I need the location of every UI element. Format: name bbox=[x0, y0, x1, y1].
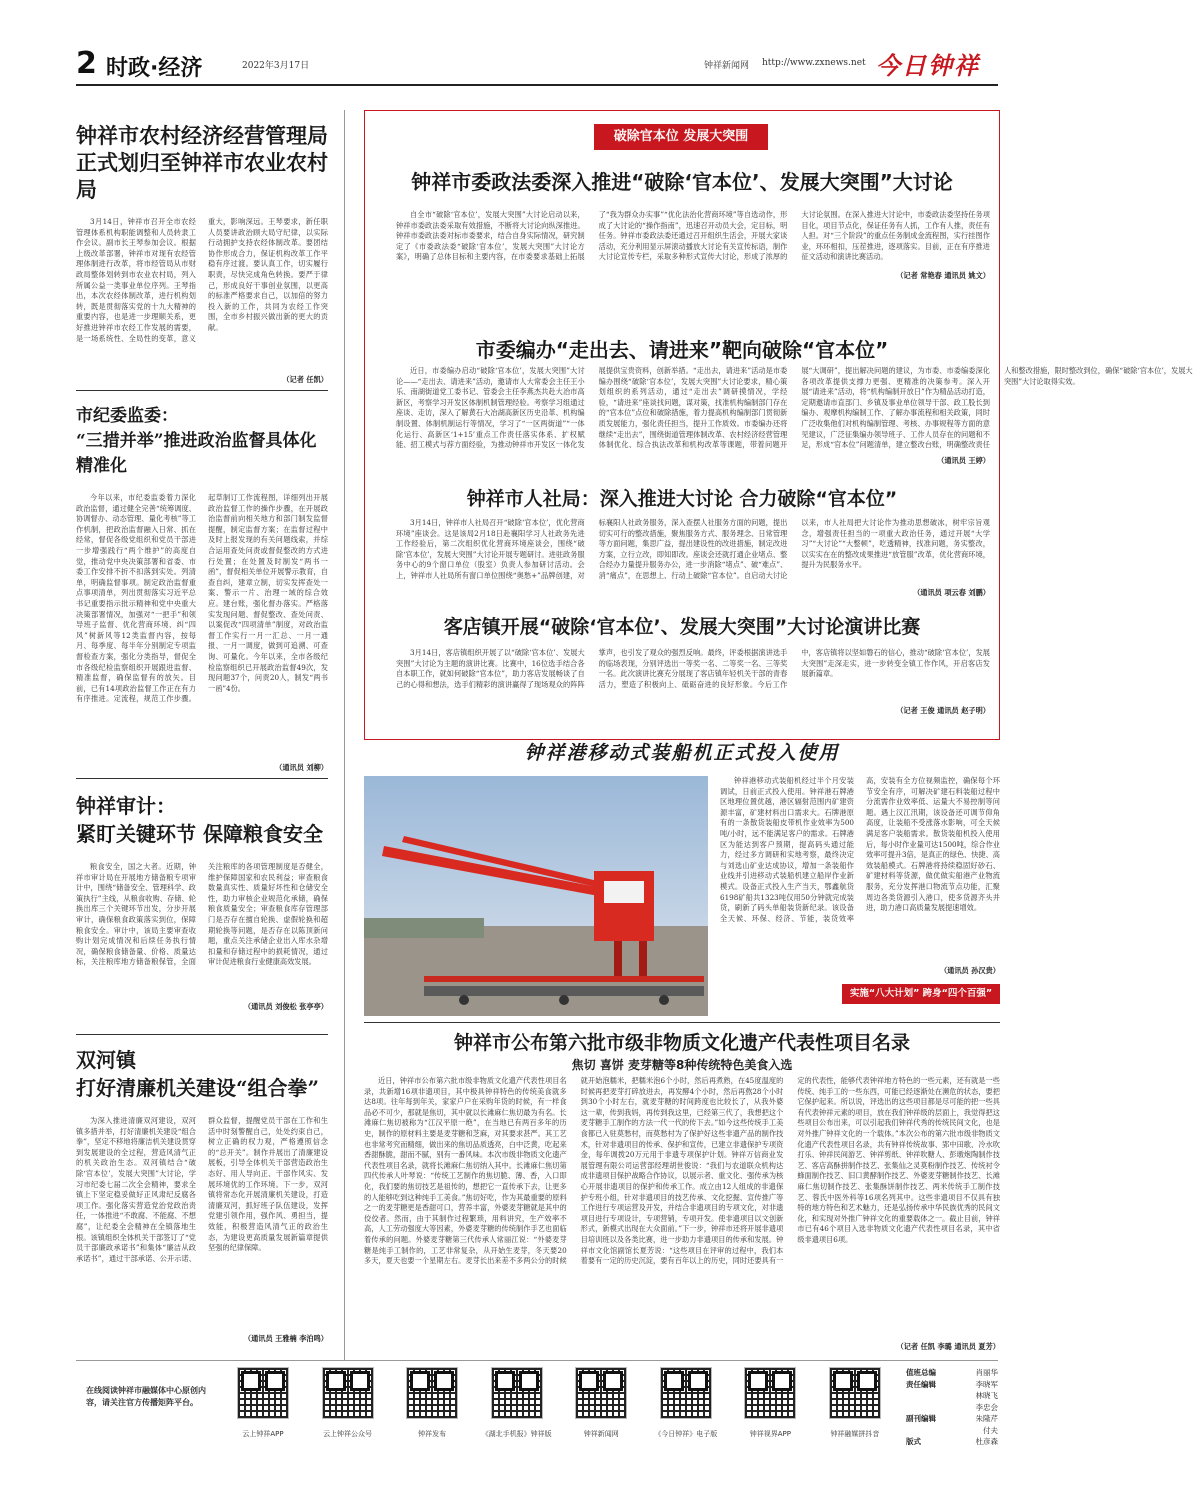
feature-banner bbox=[594, 124, 768, 150]
ship-loader-photo bbox=[364, 776, 708, 1016]
divider bbox=[364, 1022, 1000, 1023]
column-divider bbox=[344, 110, 345, 1360]
qr-code[interactable] bbox=[322, 1367, 374, 1419]
credit-name: 付夫 bbox=[983, 1425, 998, 1435]
m2-title: 市委编办“走出去、请进来”靶向破除“官本位” bbox=[475, 338, 889, 362]
port-title: 钟祥港移动式装船机正式投入使用 bbox=[524, 742, 840, 764]
qr-code[interactable] bbox=[829, 1367, 881, 1419]
qr-code[interactable] bbox=[491, 1367, 543, 1419]
qr-code[interactable] bbox=[744, 1367, 796, 1419]
feature-title: 钟祥市委政法委深入推进“破除‘官本位’、发展大突围”大讨论 bbox=[411, 170, 953, 194]
credit-name: 李忠会 bbox=[975, 1402, 998, 1412]
article-title: 钟祥市农村经济经营管理局 正式划归至钟祥市农业农村局 bbox=[76, 123, 328, 202]
article-body: 今年以来，市纪委监委着力深化政治监督，通过健全完善“统筹调度、协调督办、动态管理、量化考核”等工作机制，把政治监督融入日常、抓在经常，督促各级党组织和党员干部进一步增强践行“两个维护”的高度自觉，推动党中央决策部署和省委、市委工作安排不折不扣落到实处。列清单，明确监督事项。制定政治监督重点事项清单，列出贯彻落实习近平总书记重要指示批示精神和党中央重大决策部署情况，加强对“一把手”和领导班子监督、优化营商环境、纠“四风”树新风等12类监督内容，按每月、每季度、每半年分别制定专项监督检查方案，强化分类指导，督促全市各级纪检监察组织开展跟进监督、精准监督，确保监督有的放矢。目前，已有14项政治监督工作正在有力有序推进。定流程，规范工作步骤。起草制订工作流程图，详细列出开展政治监督工作的操作步骤，在开展政治监督前向相关地方和部门制发监督提醒，制定监督方案；在监督过程中及时上报发现的有关问题线索，并综合运用查处问责或督促整改的方式进行处置；在处置及时制发“两书一函”，督促相关单位开展警示教育，自查自纠，建章立制，切实发挥查处一案、警示一片、治理一域的综合效应。建台账，强化督办落实。严格落实发现问题、督促整改、查处问责、以案促改“四项清单”制度，对政治监督工作实行一月一汇总、一月一通报、一月一调度，做到可追溯、可查询、可量化。今年以来，全市各级纪检监察组织已开展政治监督49次，发现问题37个，问责20人，制发“两书一函”4份。 bbox=[76, 493, 328, 704]
qr-label: 《今日钟祥》电子版 bbox=[654, 1430, 718, 1438]
port-byline: （通讯员 孙汉贵） bbox=[939, 966, 1000, 975]
qr-label: 云上钟祥APP bbox=[242, 1430, 284, 1438]
qr-label: 钟祥发布 bbox=[418, 1430, 447, 1438]
qr-label: 钟祥融媒拼抖音 bbox=[830, 1430, 880, 1438]
credit-role: 副刊编辑 bbox=[906, 1414, 936, 1423]
qr-code[interactable] bbox=[237, 1367, 289, 1419]
masthead-logo: 今日钟祥 bbox=[876, 51, 980, 80]
article-byline: （通讯员 刘俊松 张亭亭） bbox=[243, 1002, 328, 1011]
section-name: 时政·经济 bbox=[106, 56, 203, 81]
qr-code[interactable] bbox=[660, 1367, 712, 1419]
footer-box bbox=[76, 1360, 998, 1456]
qr-item[interactable] bbox=[816, 1367, 894, 1455]
page-number: 2 bbox=[76, 46, 97, 81]
heritage-title: 钟祥市公布第六批市级非物质文化遗产代表性项目名录 bbox=[453, 1032, 910, 1054]
credit-name: 李晓军 bbox=[975, 1379, 998, 1389]
m3-byline: （通讯员 项云春 刘鹏） bbox=[913, 588, 990, 597]
slogan-text: 实施“八大计划” 跨身“四个百强” bbox=[849, 988, 993, 999]
site-name: 钟祥新闻网 bbox=[704, 61, 750, 71]
credit-role: 版式 bbox=[906, 1437, 921, 1446]
divider bbox=[76, 778, 328, 779]
article-byline: （记者 任凯） bbox=[282, 375, 328, 384]
qr-label: 云上钟祥公众号 bbox=[323, 1430, 373, 1438]
qr-item[interactable] bbox=[224, 1367, 302, 1455]
article-audit bbox=[76, 792, 328, 1032]
credits bbox=[906, 1367, 998, 1448]
credit-name: 肖丽华 bbox=[975, 1368, 998, 1377]
site-url[interactable]: http://www.zxnews.net bbox=[762, 58, 866, 68]
m4-byline: （记者 王俊 通讯员 赵子明） bbox=[896, 706, 990, 715]
qr-item[interactable] bbox=[478, 1367, 556, 1455]
qr-item[interactable] bbox=[731, 1367, 809, 1455]
qr-item[interactable] bbox=[647, 1367, 725, 1455]
article-body: 粮食安全，国之大者。近期，钟祥市审计局在开展地方储备粮专项审计中，围绕“储备安全、管理科学、政策执行”主线，从粮食收购、存储、轮换出库三个关键环节出发，分步开展审计，确保粮食政策落实到位，保障粮食安全。审计中，该局主要审查收购计划完成情况和后续任务执行情况，确保粮食储备量、价格、质量达标，关注粮库地方储备粮保管，全面关注粮库的各项管理制度是否健全，维护保障国家和农民利益；审查粮食数量真实性、质量好坏性和仓储安全性，助力审核企业规范化承储，确保粮食质量安全；审查粮食库存管理部门是否存在擅自轮换、虚假轮换和超期轮换等问题，是否存在以陈顶新问题，重点关注承储企业出入库水杂增扣量和存储过程中的损耗情况，通过审计促进粮食行业健康高效发展。 bbox=[76, 862, 328, 967]
port-photo bbox=[364, 776, 708, 1016]
m2-body: 近日，市委编办启动“破除‘官本位’，发展大突围”大讨论——“走出去、请进来”活动，邀请市人大常委会主任王小乐、南湖街道党工委书记、管委会主任李燕杰共赴大冶市高新区，考察学习开发区体制机制管理经验。考察学习组通过座谈、走访，深入了解黄石大冶湖高新区历史沿革、机构编制设置、体制机制运行等情况，学习了“一区两街道”“一体化运行、高新区‘1+15’重点工作责任落实体系、扩权赋能、招工模式与荐方面经验，为推动钟祥市开发区一体化发展提供宝贵资料，创新举措。“走出去，请进来”活动是市委编办围绕“破除‘官本位’，发展大突围”大讨论要求，精心策划组织的系列活动，通过“走出去”调研摸情况，学经验，“请进来”座谈找问题，谋对策，找准机构编制部门存在的“官本位”点位和破除措施，着力提高机构编制部门贯彻新质发展能力，强化责任担当，提升工作质效。市委编办还将继续“走出去”，围绕街道管理体制改革、农村经济经营管理体制优化、综合执法改革和机构改革等课题，带着问题开展“大调研”，提出解决问题的建议，为市委、市委编委深化各项改革提供支撑力更强、更精准的决策参考。深入开展“请进来”活动，将“机构编制开放日”作为精品活动打造，定期邀请市直部门、乡镇及事业单位领导干部、政工股长到编办、观摩机构编制工作、了解办事流程和相关政策，同时广泛收集他们对机构编制管理、考核、办事规程等方面的意见建议，广泛征集编办领导班子、工作人员存在的问题和不足，形成“官本位”问题清单，建立整改台账，明确整改责任人和整改措施，限时整改到位，确保“破除‘官本位’，发展大突围”大讨论取得实效。 bbox=[396, 366, 1193, 450]
banner-text: 破除官本位 发展大突围 bbox=[613, 129, 749, 144]
port-body: 钟祥港移动式装船机经过半个月安装调试，日前正式投入使用。钟祥港石牌港区地理位置优越，港区辐射范围内矿建资源丰富，矿建材料出口需求大。石牌港原有的一条散货装船皮带机作业效率为500吨/小时，远不能满足客户的需求。石牌港区为能达到客户预期，提高码头通过能力，经过多方调研和实地考察，最终决定与刘选山矿业达成协议，增加一条装船作业线并引进移动式装船机建立船岸作业新模式。设备正式投入生产当天，鄂鑫航货6198矿船共1323吨仅用50分钟就完成装货，刷新了码头单船装货新纪录。该设备全天候、环保、经济、节能，装货效率高，安装有全方位视频监控，确保每个环节安全有序，可解决矿建石料装船过程中分流需作业效率低、运量大不易控制等问题。遇上汉江汛期，该设备还可调节仰角高度，让装船不受涨落水影响，可全天候满足客户装船需求。散货装船机投入使用后，每小时作业量可达1500吨，综合作业效率可提升3倍，是真正的绿色、快捷、高效装船模式。石牌港将持续稳固好砂石、矿建材料等货源，做优做实船港产业物流服务，充分发挥港口物流节点功能，汇聚周边各类货源引入港口，使多货源齐头并进，助力港口高质量发展提速增效。 bbox=[720, 776, 1000, 923]
heritage-body: 近日，钟祥市公布第六批市级非物质文化遗产代表性项目名录，共新增16项非遗项目，其中极具钟祥特色的传统美食就多达8项。往年每到年关，家家户户在采购年货的时候，有一样食品必不可少，那就是焦切，其中就以长滩麻仁焦切最为有名。长滩麻仁焦切被称为“江汉平原一绝”，在当地已有两百多年的历史，制作的原材料主要是麦芽糖和芝麻，对其要求甚严。其工艺也非常考究而精细，做出来的焦切品质透亮，白中泛黄，吃起来香甜酥脆，甜而不腻，别有一番风味。本次市级非物质文化遗产代表性项目名录，就将长滩麻仁焦切纳入其中。长滩麻仁焦切第四代传承人叶琴说：“传统工艺制作的焦切脆、薄、香，入口即化，我们要的焦切技艺是祖传的，想把它一直传承下去，让更多的人能够吃到这种纯手工美食。”焦切好吃，作为其最重要的原料之一的麦芽糖更是香甜可口，营养丰富，外婆麦芽糖就是其中的佼佼者。然而，由于其制作过程繁琐，用料讲究，生产效率不高，人工劳动强度大等因素，外婆麦芽糖的传统制作手艺也面临着传承的问题。外婆麦芽糖第三代传承人常丽江说：“外婆麦芽糖是纯手工制作的，工艺非常复杂，从开始生麦芽，冬天要20多天，夏天也要一个星期左右。麦芽长出来差不多两公分的时候就开始泡糯米，把糯米泡6个小时，然后再煮熟，在45度温度的时候再把麦芽打碎放进去，再发酵4个小时，然后再熬28个小时到30个小时左右，就麦芽糖的时间跨度也比较长了，从我外婆这一辈，传到我妈，再传到我这里，已经第三代了，我想把这个麦芽糖手工制作的方法一代一代的传下去。”如今这些传统手工美食都已入驻莫愁村，而莫愁村为了保护好这些非遗产品的制作技术，针对非遗项目的传承、保护和宣传，已建立非遗保护专项资金，每年调拨20万元用于非遗专项保护计划。钟祥万信商业发展管理有限公司运营部经理胡世俊说：“我们与农道联众机构达成非遗项目保护战略合作协议，以展示者、重文化、强传承为核心开展非遗项目的保护和传承工作。成立由12人组成的非遗保护专班小组，针对非遗项目的技艺传承、文化挖掘、宣传推广等工作进行专项运营及开发，并结合非遗项目的专项文化，对非遗项目进行专项设计，专项营销，专项开发。使非遗项目以文创新形式，新模式出现在大众面前。”下一步，钟祥市还将开展非遗项目培训班以及各类比赛，进一步助力非遗项目的传承和发展。钟祥市文化馆副馆长夏芳说：“这些项目在评审的过程中，我们本着要有一定的历史沉淀，要有百年以上的历史，同时还要具有一定的代表性，能够代表钟祥地方特色的一些元素，还有就是一些传统、纯手工的一些东西，可能已经逐渐处在濒危的状态，要把它保护起来。所以说，评选出的这些项目都是尽可能的把一些具有代表钟祥元素的项目，放在我们钟祥级的层面上，我觉得把这些项目公布出来，可以引起我们钟祥代秀的传统民间文化，也是对外推广钟祥文化的一个载体。”本次公布的第六批市级非物质文化遗产代表性项目名录，共有钟祥传统故事、郢中田歌、冷水吹打乐、钟祥民间游艺、钟祥剪纸、钟祥吹糖人、彭墩炮陶制作技艺、客店高酥拼制作技艺、张集仙之灵莫粉制作技艺、传统衬令蜂面制作技艺、旧口黄酵制作技艺、外婆麦芽糖制作技艺、长滩麻仁焦切制作技艺、张集酥饼制作技艺、两米传统手工制作技艺、蓉氏中医外科等16项名列其中。这些非遗项目不仅具有独特的地方特色和艺术魅力，还是弘扬传承中华民族优秀的民间文化，和实现对外推广钟祥文化的重要载体之一。截止目前，钟祥市已有46个项目入选非物质文化遗产代表性项目名录，其中省级非遗项目6项。 bbox=[364, 1076, 1000, 1266]
article-shuanghe bbox=[76, 1046, 328, 1358]
heritage-byline: （记者 任凯 李璐 通讯员 夏芳） bbox=[896, 1342, 1000, 1351]
qr-item[interactable] bbox=[562, 1367, 640, 1455]
divider bbox=[76, 390, 328, 391]
feature-body: 自全市“破除‘官本位’，发展大突围”大讨论启动以来，钟祥市委政法委采取有效措施，不断将大讨论向纵深推进。钟祥市委政法委对标市委要求，结合自身实际情况，研究制定了《市委政法委“破除‘官本位’，发展大突围”大讨论方案》，明确了总体目标和主要内容，在市委要求基础上拓展了“我为群众办实事”“优化法治化营商环境”等自选动作，形成了大讨论的“操作指南”，迅速召开动员大会，定目标，明任务。钟祥市委政法委还通过召开组织生活会，开展大家谈活动，充分利用显示屏滚动播放大讨论有关宣传标语，制作大讨论宣传专栏，采取多种形式宣传大讨论，形成了浓厚的大讨论氛围。在深入推进大讨论中，市委政法委坚持任务项目化，项目节点化，保证任务有人抓，工作有人推，责任有人担。对“三个阶段”的重点任务制成金流程图，实行挂图作业，环环相扣，压茬推进，逐项落实。目前，正在有序推进征文活动和演讲比赛活动。 bbox=[396, 210, 990, 262]
m3-body: 3月14日，钟祥市人社局召开“破除‘官本位’，优化营商环境”座谈会。这是该局2月18日赴襄阳学习人社政务先进工作经验后，第二次组织优化营商环境座谈会，围绕“破除‘官本位’，发展大突围”大讨论开展专题研讨。进驻政务服务中心的9个窗口单位（股室）负责人参加研讨活动。会上，钟祥市人社局所有窗口单位围绕“奥愁+”品牌创建，对标襄阳人社政务服务，深入查摆人社服务方面的问题，提出切实可行的整改措施，聚焦服务方式、服务理念、日常管理等方面问题，集思广益，提出建设性的改进措施，制定改进方案，立行立改，即知即改。座谈会还就打通企业堵点、整合经办力量提升服务办公，进一步消除“堵点”、破“难点”、消“痛点”，在思想上、行动上破除“官本位”。自启动大讨论以来，市人社局把大讨论作为推动思想破冰，树牢宗旨观念，增强责任担当的一项重大政治任务，通过开展“大学习”“大讨论”“大整顿”，吃透精神，找准问题，务实整改，以实实在在的整改成果推进“放管服”改革，优化营商环境，提升为民服务水平。 bbox=[396, 518, 990, 580]
header-rule bbox=[76, 84, 998, 86]
page-header bbox=[76, 44, 998, 84]
article-byline: （通讯员 刘柳） bbox=[275, 763, 328, 772]
divider bbox=[76, 1034, 328, 1035]
m4-body: 3月14日，客店镇组织开展了以“破除‘官本位’、发展大突围”大讨论为主题的演讲比赛。比赛中，16位选手结合各自本职工作，就如何破除“官本位”，助力客店发展畅谈了自己的心得和想法，选手们精彩的演讲赢得了现场观众的阵阵掌声，也引发了观众的强烈反响。最终，评委根据演讲选手的临场表现，分别评选出一等奖一名、二等奖一名、三等奖一名。此次演讲比赛充分展现了客店镇年轻机关干部的青春活力，塑造了积极向上、砥砺奋进的良好形象。今后工作中，客店镇将以坚如磐石的信心，推动“破除‘官本位’，发展大突围”走深走实，进一步转变全镇工作作风，开启客店发展新篇章。 bbox=[396, 648, 990, 689]
m2-byline: （通讯员 王婷） bbox=[937, 456, 990, 465]
article-byline: （通讯员 王雅楠 李泊鸣） bbox=[243, 1334, 328, 1343]
qr-label: 《湖北手机报》钟祥版 bbox=[481, 1430, 552, 1438]
article-body: 为深入推进清廉双河建设，双河镇多措并举，打好清廉机关建设“组合拳”，坚定不移地将廉洁机关建设贯穿到发展建设的全过程，营造风清气正的机关政治生态。双河镇结合“破除‘官本位’，发展大突围”大讨论，学习市纪委七届二次全会精神，要求全镇上下坚定稳妥做好正风肃纪反腐各项工作。强化落实营造党治党政治责任，一体推进“不敢腐、不能腐、不想腐”，让纪委全会精神在全镇落地生根。该镇组织全体机关干部签订了“党员干部廉政承诺书”和集体“廉洁从政承诺书”，通过干部承诺、公开示诺、群众监督，提醒党员干部在工作和生活中时刻警醒自己，处处约束自己，树立正确的权力观，严格遵照信念的“总开关”。制作并展出了清廉建设展板，引导全体机关干部营造政治生态好、用人导向正、干部作风实、发展环境优的工作环境。下一步，双河镇将常态化开展清廉机关建设，打造清廉双河，抓好班子队伍建设，发挥党建引领作用，强作风、勇担当，提效能，积极营造风清气正的政治生态，为建设更高质量发展新篇章提供坚强的纪律保障。 bbox=[76, 1116, 328, 1263]
m4-title: 客店镇开展“破除‘官本位’、发展大突围”大讨论演讲比赛 bbox=[443, 616, 921, 638]
qr-item[interactable] bbox=[309, 1367, 387, 1455]
qr-code[interactable] bbox=[406, 1367, 458, 1419]
credit-name: 朱隆芹 bbox=[975, 1414, 998, 1423]
article-discipline bbox=[76, 404, 328, 772]
footer-note: 在线阅读钟祥市融媒体中心原创内容，请关注官方传播矩阵平台。 bbox=[86, 1386, 206, 1407]
slogan-banner bbox=[842, 984, 1000, 1004]
article-title: 双河镇 打好清廉机关建设“组合拳” bbox=[76, 1048, 320, 1100]
qr-row bbox=[224, 1367, 894, 1455]
issue-date: 2022年3月17日 bbox=[242, 61, 310, 71]
feature-byline: （记者 常艳春 通讯员 姚文） bbox=[896, 271, 990, 280]
article-title: 市纪委监委： “三措并举”推进政治监督具体化精准化 bbox=[76, 406, 317, 476]
m3-title: 钟祥市人社局：深入推进大讨论 合力破除“官本位” bbox=[466, 488, 898, 510]
qr-label: 钟祥新闻网 bbox=[583, 1430, 619, 1438]
credit-name: 林晓飞 bbox=[975, 1391, 998, 1400]
credit-name: 杜彦森 bbox=[975, 1437, 998, 1446]
article-title: 钟祥审计： 紧盯关键环节 保障粮食安全 bbox=[76, 794, 323, 846]
credit-role: 值班总编 bbox=[906, 1368, 936, 1377]
heritage-subtitle: 焦切 喜饼 麦芽糖等8种传统特色美食入选 bbox=[571, 1058, 793, 1072]
article-body: 3月14日，钟祥市召开全市农经管理体系机构职能调整和人员转隶工作会议。副市长王琴参加会议。根据上级改革部署，钟祥市对现有农经管理体制进行改革，将市经管局从市财政局整体划转到市农业农村局，列入所属公益一类事业单位序列。王琴指出，本次农经体制改革，进行机构划转，既是贯彻落实党的十九大精神的重要内容，也是进一步理顺关系，更好推进钟祥市农经工作发展的需要，是一场系统性、全局性的变革，意义重大，影响深远。王琴要求，新任职人员要讲政治顾大局守纪律，以实际行动拥护支持农经体制改革。要团结协作形成合力，保证机构改革工作平稳有序过渡。要认真工作，切实履行职责，尽快完成角色转换。要严于律己，形成良好干事创业氛围，以更高的标准严格要求自己，以加倍的努力投入新的工作，共同为农经工作突围，全市乡村振兴做出新的更大的贡献。 bbox=[76, 217, 328, 343]
qr-item[interactable] bbox=[393, 1367, 471, 1455]
credit-role: 责任编辑 bbox=[906, 1379, 936, 1389]
article-rural-economy bbox=[76, 122, 328, 384]
qr-code[interactable] bbox=[575, 1367, 627, 1419]
qr-label: 钟祥视界APP bbox=[749, 1430, 791, 1438]
